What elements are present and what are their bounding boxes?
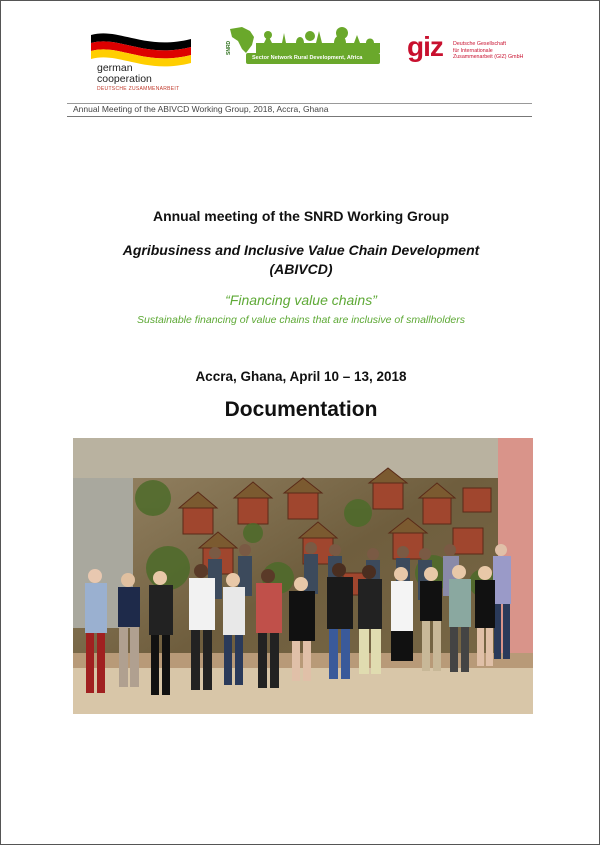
- africa-landscape-icon: [224, 25, 380, 55]
- german-cooperation-wordmark: [97, 63, 152, 85]
- theme-quote: “Financing value chains”: [225, 292, 377, 308]
- german-cooperation-logo: [89, 29, 199, 92]
- gc-line2: cooperation: [97, 73, 152, 85]
- gc-subline: DEUTSCHE ZUSAMMENARBEIT: [97, 86, 180, 92]
- gc-line1: german: [97, 62, 133, 74]
- theme-subtitle: Sustainable financing of value chains that are inclusive of smallholders: [136, 314, 466, 326]
- snrd-vertical-label: SNRD: [226, 40, 232, 55]
- working-group-title: [1, 241, 600, 279]
- giz-fullname: [453, 41, 523, 61]
- snrd-banner-text: Sector Network Rural Development, Africa: [252, 55, 363, 61]
- giz-line2: für Internationale: [453, 47, 493, 54]
- document-type-title: Documentation: [224, 398, 378, 421]
- giz-wordmark: giz: [407, 31, 443, 62]
- header-rule-bottom: [67, 116, 532, 117]
- working-group-acronym: (ABIVCD): [269, 261, 333, 277]
- location-date: Accra, Ghana, April 10 – 13, 2018: [195, 369, 407, 384]
- giz-logo: [407, 31, 537, 71]
- snrd-logo: [224, 25, 380, 83]
- group-photo: [73, 438, 533, 714]
- snrd-banner: [246, 53, 380, 64]
- running-header: Annual Meeting of the ABIVCD Working Group, 2018, Accra, Ghana: [73, 104, 329, 114]
- giz-line1: Deutsche Gesellschaft: [453, 41, 506, 47]
- group-photo-illustration: [73, 438, 533, 714]
- giz-line3: Zusammenarbeit (GIZ) GmbH: [453, 54, 524, 60]
- working-group-name: Agribusiness and Inclusive Value Chain Development: [122, 242, 480, 258]
- meeting-title: Annual meeting of the SNRD Working Group: [152, 208, 450, 224]
